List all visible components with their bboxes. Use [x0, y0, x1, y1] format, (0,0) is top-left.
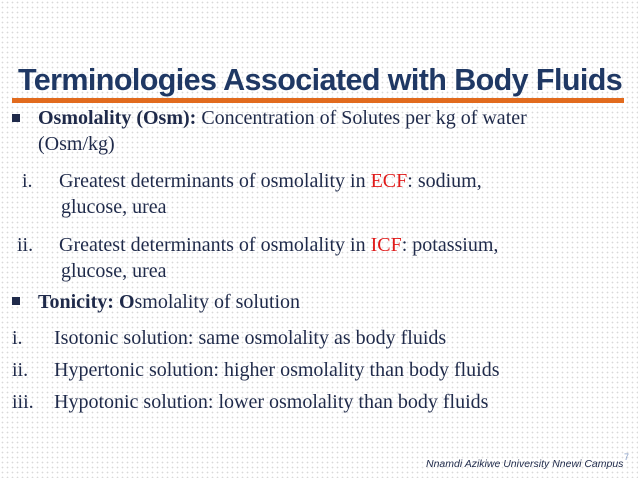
title-underline — [12, 98, 624, 103]
list-item — [59, 169, 482, 193]
list-item-text: : potassium, — [401, 234, 499, 256]
list-item-continuation: glucose, urea — [61, 196, 167, 218]
list-item: Hypotonic solution: lower osmolality than body fluids — [54, 391, 489, 413]
slide-title: Terminologies Associated with Body Fluids — [18, 63, 623, 97]
square-bullet-icon — [12, 114, 20, 122]
list-item: Isotonic solution: same osmolality as body fluids — [54, 327, 447, 349]
tonicity-definition-text: smolality of solution — [134, 291, 301, 313]
ecf-highlight: ECF — [370, 170, 408, 192]
page-number: 7 — [624, 452, 630, 462]
list-item-text: : sodium, — [407, 170, 482, 192]
square-bullet-icon — [12, 297, 20, 305]
osmolality-term: Osmolality (Osm): — [38, 107, 197, 129]
list-marker: ii. — [17, 234, 34, 256]
list-marker: ii. — [12, 359, 29, 381]
osmolality-unit: (Osm/kg) — [38, 133, 115, 155]
osmolality-definition — [38, 106, 527, 130]
list-item-text: Greatest determinants of osmolality in — [59, 170, 371, 192]
list-item-text: Greatest determinants of osmolality in — [59, 234, 371, 256]
list-marker: i. — [12, 327, 23, 349]
tonicity-term: Tonicity: O — [38, 291, 135, 313]
tonicity-definition — [38, 290, 300, 314]
footer-institution: Nnamdi Azikiwe University Nnewi Campus — [426, 458, 624, 470]
osmolality-definition-text: Concentration of Solutes per kg of water — [196, 107, 527, 129]
icf-highlight: ICF — [370, 234, 402, 256]
list-item-continuation: glucose, urea — [61, 260, 167, 282]
list-item: Hypertonic solution: higher osmolality than body fluids — [54, 359, 500, 381]
list-marker: iii. — [12, 391, 34, 413]
list-item — [59, 233, 498, 257]
list-marker: i. — [22, 170, 33, 192]
